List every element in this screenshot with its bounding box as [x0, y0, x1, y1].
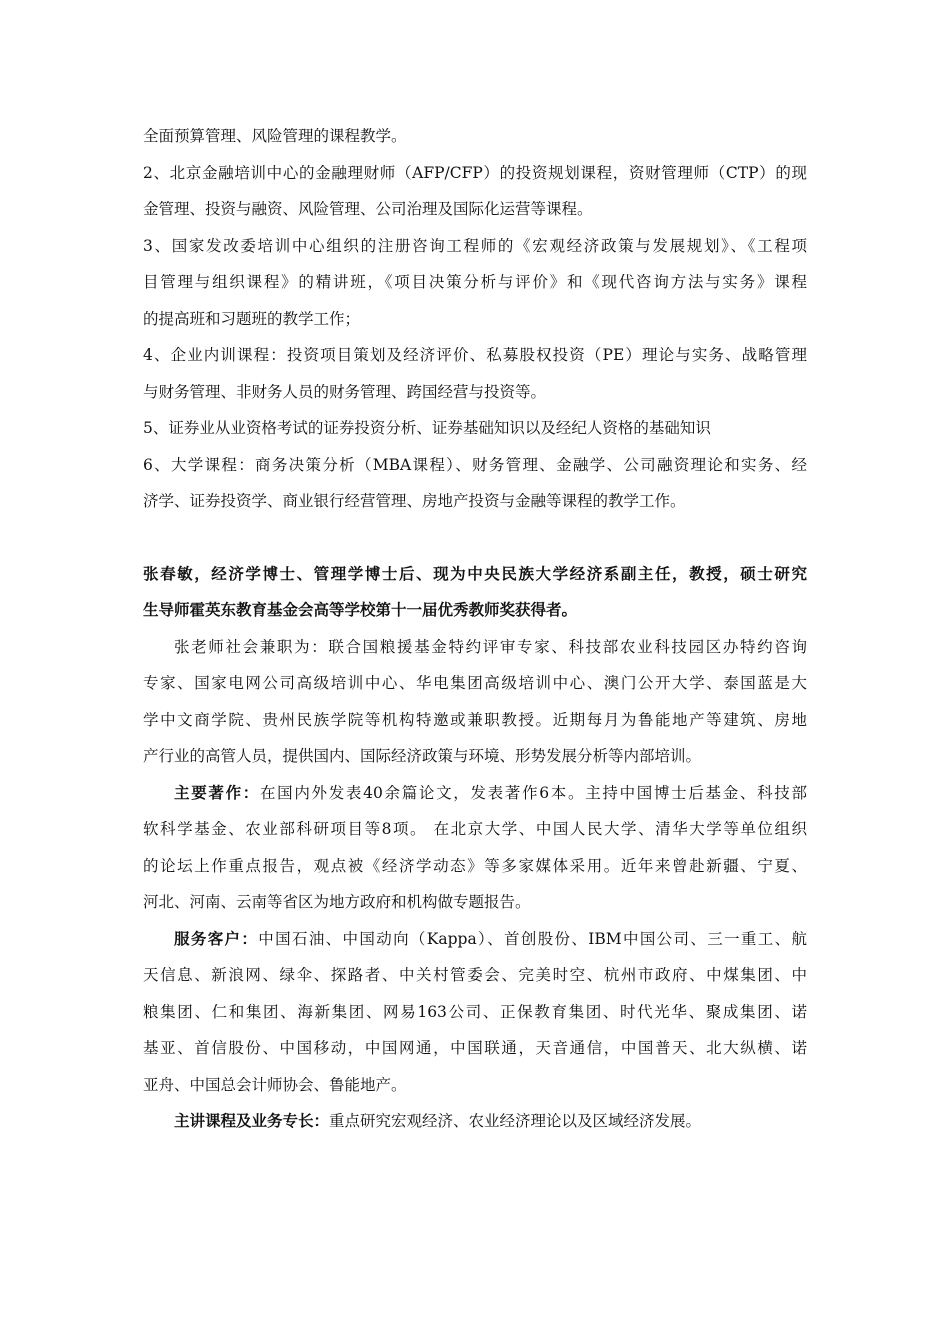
- works-first-line: 在国内外发表40余篇论文，发表著作6本。主持中国博士后基金、科技部: [259, 783, 807, 802]
- clients-line-0: [143, 921, 807, 958]
- list-item-5-line-1: 济学、证券投资学、商业银行经营管理、房地产投资与金融等课程的教学工作。: [143, 492, 686, 510]
- courses-line-0: [143, 1103, 807, 1140]
- clients-first-line: 中国石油、中国动向（Kappa）、首创股份、IBM中国公司、三一重工、航: [258, 929, 807, 948]
- list-item-1-line-1: 金管理、投资与融资、风险管理、公司治理及国际化运营等课程。: [143, 200, 593, 218]
- intro-line-1: 生导师霍英东教育基金会高等学校第十一届优秀教师奖获得者。: [143, 600, 578, 619]
- document-page: [143, 118, 807, 1140]
- list-item-2-line-0: 3、国家发改委培训中心组织的注册咨询工程师的《宏观经济政策与发展规划》、《工程项: [143, 236, 807, 255]
- social-roles-line-0: 张老师社会兼职为：联合国粮援基金特约评审专家、科技部农业科技园区办特约咨询: [174, 637, 807, 656]
- list-item-3-line-0: 4、企业内训课程：投资项目策划及经济评价、私募股权投资（PE）理论与实务、战略管理: [143, 346, 807, 364]
- social-roles-line-2: 学中文商学院、贵州民族学院等机构特邀或兼职教授。近期每月为鲁能地产等建筑、房地: [143, 710, 807, 729]
- courses-paragraph: [143, 1103, 807, 1140]
- works-line-2: 的论坛上作重点报告，观点被《经济学动态》等多家媒体采用。近年来曾赴新疆、宁夏、: [143, 856, 807, 875]
- list-item-5-line-0: 6、大学课程：商务决策分析（MBA课程）、财务管理、金融学、公司融资理论和实务、经: [143, 455, 807, 474]
- clients-line-2: 粮集团、仁和集团、海新集团、网易163公司、正保教育集团、时代光华、聚成集团、诺: [143, 1002, 807, 1021]
- courses-label: 主讲课程及业务专长：: [174, 1111, 330, 1130]
- social-roles-paragraph: [143, 629, 807, 775]
- list-item-2-line-1: 目管理与组织课程》的精讲班，《项目决策分析与评价》和《现代咨询方法与实务》课程: [143, 273, 807, 291]
- social-roles-line-1: 专家、国家电网公司高级培训中心、华电集团高级培训中心、澳门公开大学、泰国蓝是大: [143, 674, 807, 692]
- works-line-0: [143, 775, 807, 812]
- list-item-1-line-0: 2、北京金融培训中心的金融理财师（AFP/CFP）的投资规划课程，资财管理师（CTP）的现: [143, 163, 807, 182]
- clients-line-1: 天信息、新浪网、绿伞、探路者、中关村管委会、完美时空、杭州市政府、中煤集团、中: [143, 966, 807, 984]
- list-item-0-line-0: 全面预算管理、风险管理的课程教学。: [143, 127, 407, 145]
- course-list: [143, 118, 807, 520]
- clients-label: 服务客户：: [174, 928, 259, 948]
- social-roles-line-3: 产行业的高管人员，提供国内、国际经济政策与环境、形势发展分析等内部培训。: [143, 747, 702, 765]
- courses-text: 重点研究宏观经济、农业经济理论以及区域经济发展。: [329, 1112, 702, 1130]
- clients-paragraph: [143, 921, 807, 1104]
- clients-line-3: 基亚、首信股份、中国移动，中国网通，中国联通，天音通信，中国普天、北大纵横、诺: [143, 1039, 807, 1057]
- works-paragraph: [143, 775, 807, 921]
- profile-intro: [143, 556, 807, 629]
- works-line-3: 河北、河南、云南等省区为地方政府和机构做专题报告。: [143, 893, 531, 911]
- list-item-2-line-2: 的提高班和习题班的教学工作；: [143, 309, 361, 328]
- section-gap: [143, 520, 807, 556]
- clients-line-4: 亚舟、中国总会计师协会、鲁能地产。: [143, 1075, 407, 1094]
- works-line-1: 软科学基金、农业部科研项目等8项。 在北京大学、中国人民大学、清华大学等单位组织: [143, 820, 807, 838]
- list-item-4-line-0: 5、证券业从业资格考试的证券投资分析、证券基础知识以及经纪人资格的基础知识: [143, 419, 711, 437]
- works-label: 主要著作：: [174, 782, 260, 802]
- list-item-3-line-1: 与财务管理、非财务人员的财务管理、跨国经营与投资等。: [143, 382, 547, 401]
- intro-line-0: 张春敏，经济学博士、管理学博士后、现为中央民族大学经济系副主任，教授，硕士研究: [143, 563, 807, 583]
